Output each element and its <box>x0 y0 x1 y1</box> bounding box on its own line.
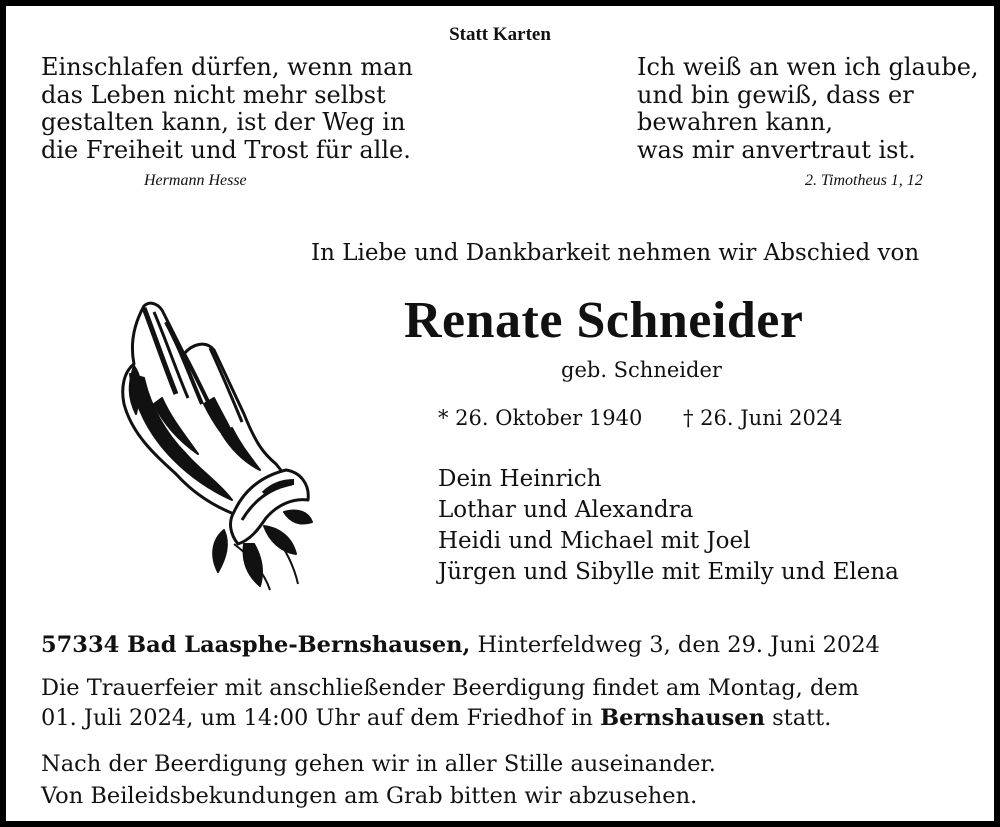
verse-left-line: Einschlafen dürfen, wenn man <box>41 53 413 81</box>
address-place: 57334 Bad Laasphe-Bernshausen, <box>41 632 471 658</box>
deceased-name: Renate Schneider <box>404 292 804 349</box>
service-line-2-post: statt. <box>764 705 832 731</box>
verse-left <box>41 54 413 164</box>
verse-left-line: gestalten kann, ist der Weg in <box>41 108 406 136</box>
closing-note <box>41 748 716 812</box>
verse-right-line: was mir anvertraut ist. <box>637 135 916 164</box>
service-line-2-pre: 01. Juli 2024, um 14:00 Uhr auf dem Friedhof in <box>41 705 601 731</box>
header-statt-karten: Statt Karten <box>449 24 551 45</box>
birth-name: geb. Schneider <box>561 358 722 382</box>
address-line <box>41 632 880 658</box>
service-place: Bernshausen <box>600 705 765 731</box>
mourner-item: Heidi und Michael mit Joel <box>438 528 751 554</box>
verse-right-line: Ich weiß an wen ich glaube, <box>637 53 979 81</box>
verse-right <box>637 54 979 164</box>
obituary-card <box>6 6 994 821</box>
death-date: † 26. Juni 2024 <box>683 406 843 430</box>
verse-right-author: 2. Timotheus 1, 12 <box>805 172 923 189</box>
intro-text: In Liebe und Dankbarkeit nehmen wir Abschied von <box>311 240 920 266</box>
closing-line: Von Beileidsbekundungen am Grab bitten wir abzusehen. <box>41 783 698 809</box>
praying-hands-icon <box>114 294 314 594</box>
mourner-item: Jürgen und Sibylle mit Emily und Elena <box>438 559 899 585</box>
verse-left-line: das Leben nicht mehr selbst <box>41 80 386 109</box>
mourners-list <box>438 464 899 588</box>
mourner-item: Lothar und Alexandra <box>438 497 694 523</box>
verse-left-line: die Freiheit und Trost für alle. <box>41 135 411 164</box>
mourner-item: Dein Heinrich <box>438 466 602 492</box>
verse-right-line: und bin gewiß, dass er <box>637 80 914 109</box>
verse-right-line: bewahren kann, <box>637 108 834 136</box>
birth-date: * 26. Oktober 1940 <box>438 406 643 430</box>
address-rest: Hinterfeldweg 3, den 29. Juni 2024 <box>470 632 880 658</box>
service-line-1: Die Trauerfeier mit anschließender Beerdigung findet am Montag, dem <box>41 675 860 701</box>
service-info <box>41 673 941 733</box>
verse-left-author: Hermann Hesse <box>144 172 247 189</box>
service-line-2 <box>41 703 941 733</box>
closing-line: Nach der Beerdigung gehen wir in aller Stille auseinander. <box>41 751 716 777</box>
